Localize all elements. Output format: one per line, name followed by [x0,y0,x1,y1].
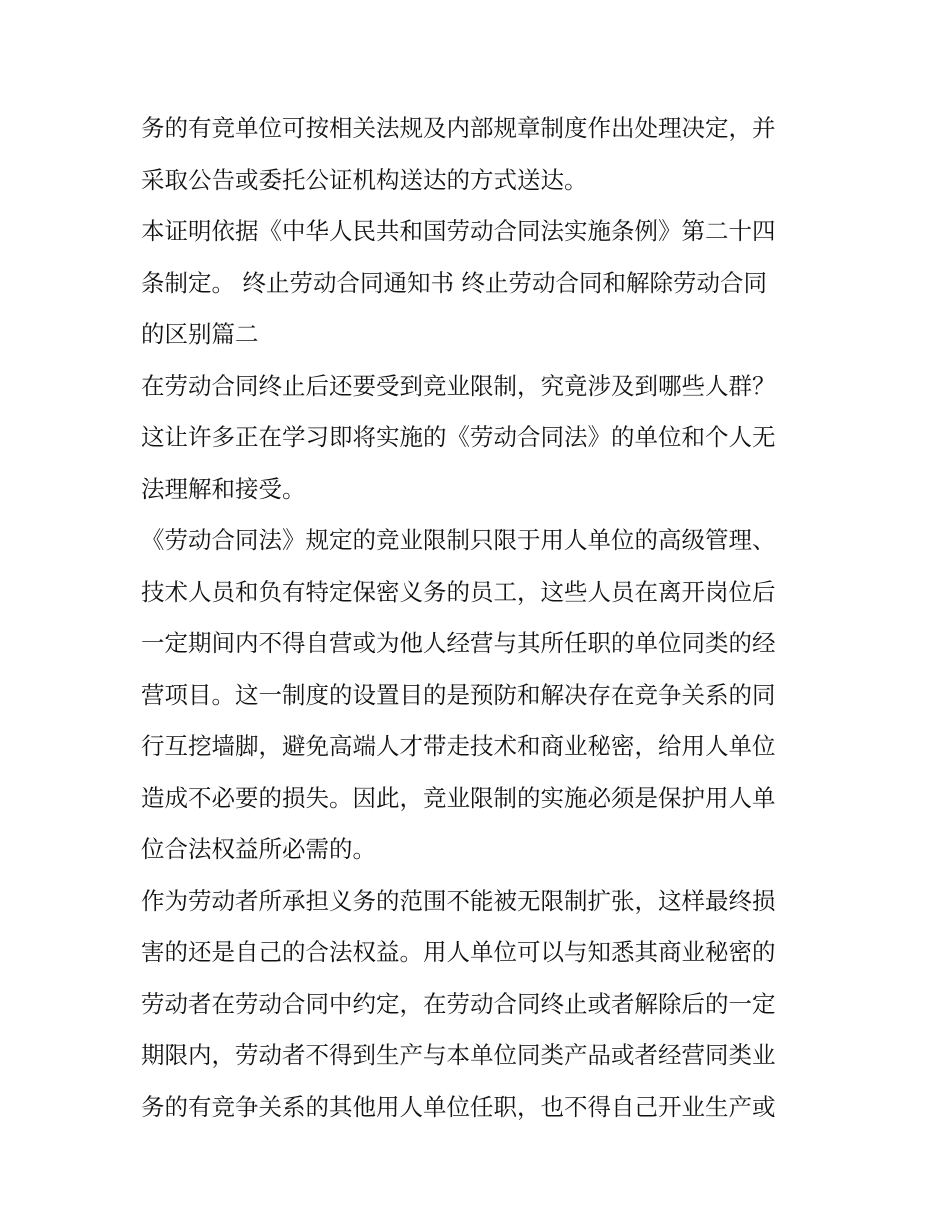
text-line: 法理解和接受。 [141,474,306,503]
text-line: 位合法权益所必需的。 [141,835,376,863]
text-line: 务的有竞单位可按相关法规及内部规章制度作出处理决定，并 [141,114,776,142]
text-line: 条制定。 终止劳动合同通知书 终止劳动合同和解除劳动合同 [141,268,767,297]
text-line: 期限内，劳动者不得到生产与本单位同类产品或者经营同类业 [141,1041,776,1069]
paragraph-4 [141,515,821,876]
paragraph-2 [141,206,821,361]
paragraph-5 [141,876,821,1134]
text-line: 采取公告或委托公证机构送达的方式送达。 [141,165,588,194]
text-line: 这让许多正在学习即将实施的《劳动合同法》的单位和个人无 [141,423,776,451]
text-line: 行互挖墙脚，避免高端人才带走技术和商业秘密，给用人单位 [141,732,776,760]
paragraph-3 [141,361,821,516]
text-line: 在劳动合同终止后还要受到竞业限制，究竟涉及到哪些人群？ [141,371,776,400]
document-body [141,103,821,1133]
paragraph-1 [141,103,821,206]
text-line: 《劳动合同法》规定的竞业限制只限于用人单位的高级管理、 [141,526,776,554]
text-line: 作为劳动者所承担义务的范围不能被无限制扩张，这样最终损 [141,886,776,915]
text-line: 害的还是自己的合法权益。用人单位可以与知悉其商业秘密的 [141,938,776,966]
text-line: 的区别篇二 [141,320,259,348]
text-line: 造成不必要的损失。因此，竞业限制的实施必须是保护用人单 [141,783,776,812]
text-line: 一定期间内不得自营或为他人经营与其所任职的单位同类的经 [141,629,776,657]
text-line: 本证明依据《中华人民共和国劳动合同法实施条例》第二十四 [141,217,776,245]
text-line: 务的有竞争关系的其他用人单位任职，也不得自己开业生产或 [141,1092,776,1121]
text-line: 技术人员和负有特定保密义务的员工，这些人员在离开岗位后 [141,577,776,606]
text-line: 劳动者在劳动合同中约定，在劳动合同终止或者解除后的一定 [141,989,776,1018]
text-line: 营项目。这一制度的设置目的是预防和解决存在竞争关系的同 [141,680,776,709]
